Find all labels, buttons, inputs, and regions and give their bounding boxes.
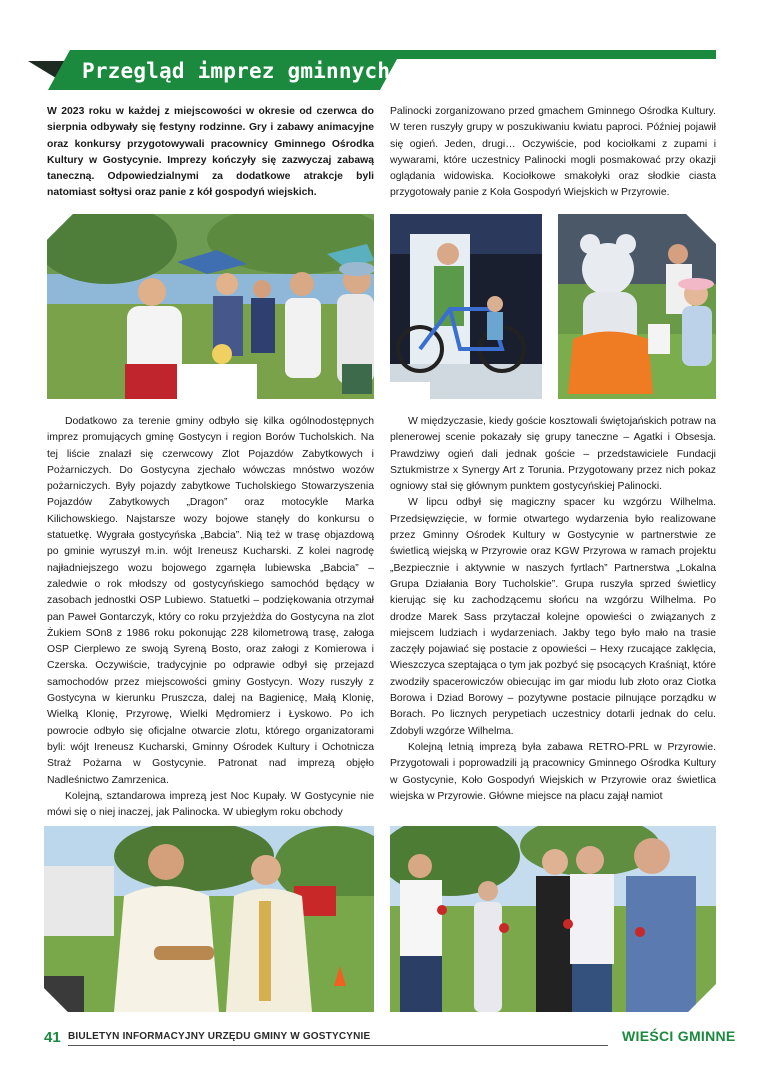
paragraph-fire-show: W międzyczasie, kiedy goście kosztowali świętojańskich potraw na plenerowej scenie pokazały się grupy taneczne – Agatki i Obsesja. Prawdziwy ogień dali jednak goście – przedstawiciele Fundacji Sztukmistrze x Synergy Art z Torunia. Przygotowany przez nich pokaz ogniowy stał się głównym punktem gostycyńskiej Palinocki. (390, 416, 716, 493)
photo-priests-blessing (44, 826, 374, 1012)
header-accent-line (378, 50, 716, 59)
paragraph-firefighter-rally: Dodatkowo za terenie gminy odbyło się kilka ogólnodostępnych imprez promujących gminę Gostycyn i region Borów Tucholskich. Na tej liście znalazł się czerwcowy Zlot Pojazdów Zabytkowych i Pożarniczych. Do Gostycyna zjechało wówczas mnóstwo wozów pożarniczych. Były pojazdy zabytkowe Tucholskiego Stowarzyszenia Pojazdów Zabytkowych „Dragon” oraz motocykle Marka Kilichowskiego. Najstarsze wozy bojowe stanęły do konkursu o statuetkę. Wygrała gostycyńska „Babcia”. Nią też w trasę objazdową po gminie wyruszył m.in. wójt Ireneusz Kucharski. Z kolei nagrodę najładniejszego wozu bojowego zgarnęła lubiewska „Babcia” – zaledwie o rok młodszy od gostycyńskiego samochód będący w zasobach jednostki OSP Lubiewo. Statuetki – podziękowania otrzymał pan Paweł Gontarczyk, który co roku przyjeżdża do Gostycyna na zlot Żukiem SOn8 z 1986 roku pokonując 228 kilometrową trasę, załoga OSP Cierplewo ze swoją Syreną Bosto, oraz załogi z Komierowa i Czerska. Oczywiście, tradycyjnie po odprawie odbył się przejazd samochodów przez miejscowości gminy Gostycyn. Wozy ruszyły z Gostycyna w kierunku Pruszcza, dalej na Bagienicę, Małą Klonię, Wielką Klonię, Przyrowę, Wielki Mędromierz i Łyskowo. Po ich powrocie odbyło się oficjalne otwarcie zlotu, którego organizatorami byli: wójt Ireneusz Kucharski, Gminny Ośrodek Kultury i Ochotnicza Straż Pożarna w Gostycynie. Patronat nad imprezą objęło Nadleśnictwo Zamrzenica. (47, 416, 374, 786)
brand-logo: WIEŚCI GMINNE (622, 1028, 736, 1044)
paragraph-wilhelm-hill-walk: W lipcu odbył się magiczny spacer ku wzgórzu Wilhelma. Przedsięwzięcie, w formie otwartego wydarzenia było realizowane przez Gminny Ośrodek Kultury w Gostycynie w partnerstwie ze świetlicą wiejską w Przyrowie oraz KGW Przyrowa w ramach projektu „Bezpiecznie i aktywnie w naszych fyrtlach” Partnerstwa „Lokalna Grupa Działania Bory Tucholskie”. Grupa ruszyła sprzed świetlicy kierując się ku zachodzącemu słońcu na wzgórzu Wilhelma. Po drodze Marek Sass przytaczał kolejne opowieści o związanych z miejscem ludziach i wydarzeniach. Jakby tego było mało na trasie zaczęły pojawiać się postacie z opowieści – Hexy rzucające zaklęcia, Wieszczyca szeptająca o tym jak pozbyć się psocących Kraśniąt, które zwodziły spacerowiczów obiecując im gar miodu lub złoto oraz Ciotka Borowa i Dziad Borowy – pozytywne postacie pilnujące porządku w Borach. Po licznych perypetiach uczestnicy dotarli jednak do celu. Zdobyli wzgórze Wilhelma. (390, 497, 716, 737)
footer-divider (68, 1045, 608, 1046)
paragraph-retro-prl: Kolejną letnią imprezą była zabawa RETRO-PRL w Przyrowie. Przygotowali i poprowadzili ją pracownicy Gminnego Ośrodka Kultury w Gostycynie, Koło Gospodyń Wiejskich w Przyrowie oraz świetlica wiejska w Przyrowie. Główne miejsce na placu zajął namiot (390, 741, 716, 802)
top-right-column (390, 104, 716, 202)
paragraph-kupala-night: Kolejną, sztandarowa imprezą jest Noc Kupały. W Gostycynie nie mówi się o niej inaczej, jak Palinocka. W ubiegłym roku obchody (47, 790, 374, 819)
publication-name: BIULETYN INFORMACYJNY URZĘDU GMINY W GOSTYCYNIE (68, 1031, 371, 1042)
photo-group-cups (390, 826, 716, 1012)
intro-paragraph (47, 104, 374, 202)
middle-left-column (47, 414, 374, 821)
page-title: Przegląd imprez gminnych (82, 59, 391, 83)
middle-right-column (390, 414, 716, 805)
page-number: 41 (44, 1029, 61, 1046)
intro-text: W 2023 roku w każdej z miejscowości w okresie od czerwca do sierpnia odbywały się festyny rodzinne. Gry i zabawy animacyjne oraz konkursy przygotowywali pracownicy Gminnego Ośrodka Kultury w Gostycynie. Imprezy kończyły się zazwyczaj zabawą taneczną. Odpowiedzialnymi za dodatkowe atrakcje byli natomiast sołtysi oraz panie z kół gospodyń wiejskich. (47, 106, 374, 199)
photo-festival-women (47, 214, 374, 399)
photo-mascot (558, 214, 716, 399)
photo-stage-bicycle (390, 214, 542, 399)
top-right-text: Palinocki zorganizowano przed gmachem Gminnego Ośrodka Kultury. W teren ruszyły grupy w poszukiwaniu kwiatu paproci. Później pojawił się ogień. Jeden, drugi… Oczywiście, pod kociołkami z zupami i wywarami, które uczestnicy Palinocki mogli posmakować przy okazji oglądania widowiska. Kociołkowe smakołyki oraz słodkie ciasta przygotowały panie z Koła Gospodyń Wiejskich w Przyrowie. (390, 106, 716, 199)
